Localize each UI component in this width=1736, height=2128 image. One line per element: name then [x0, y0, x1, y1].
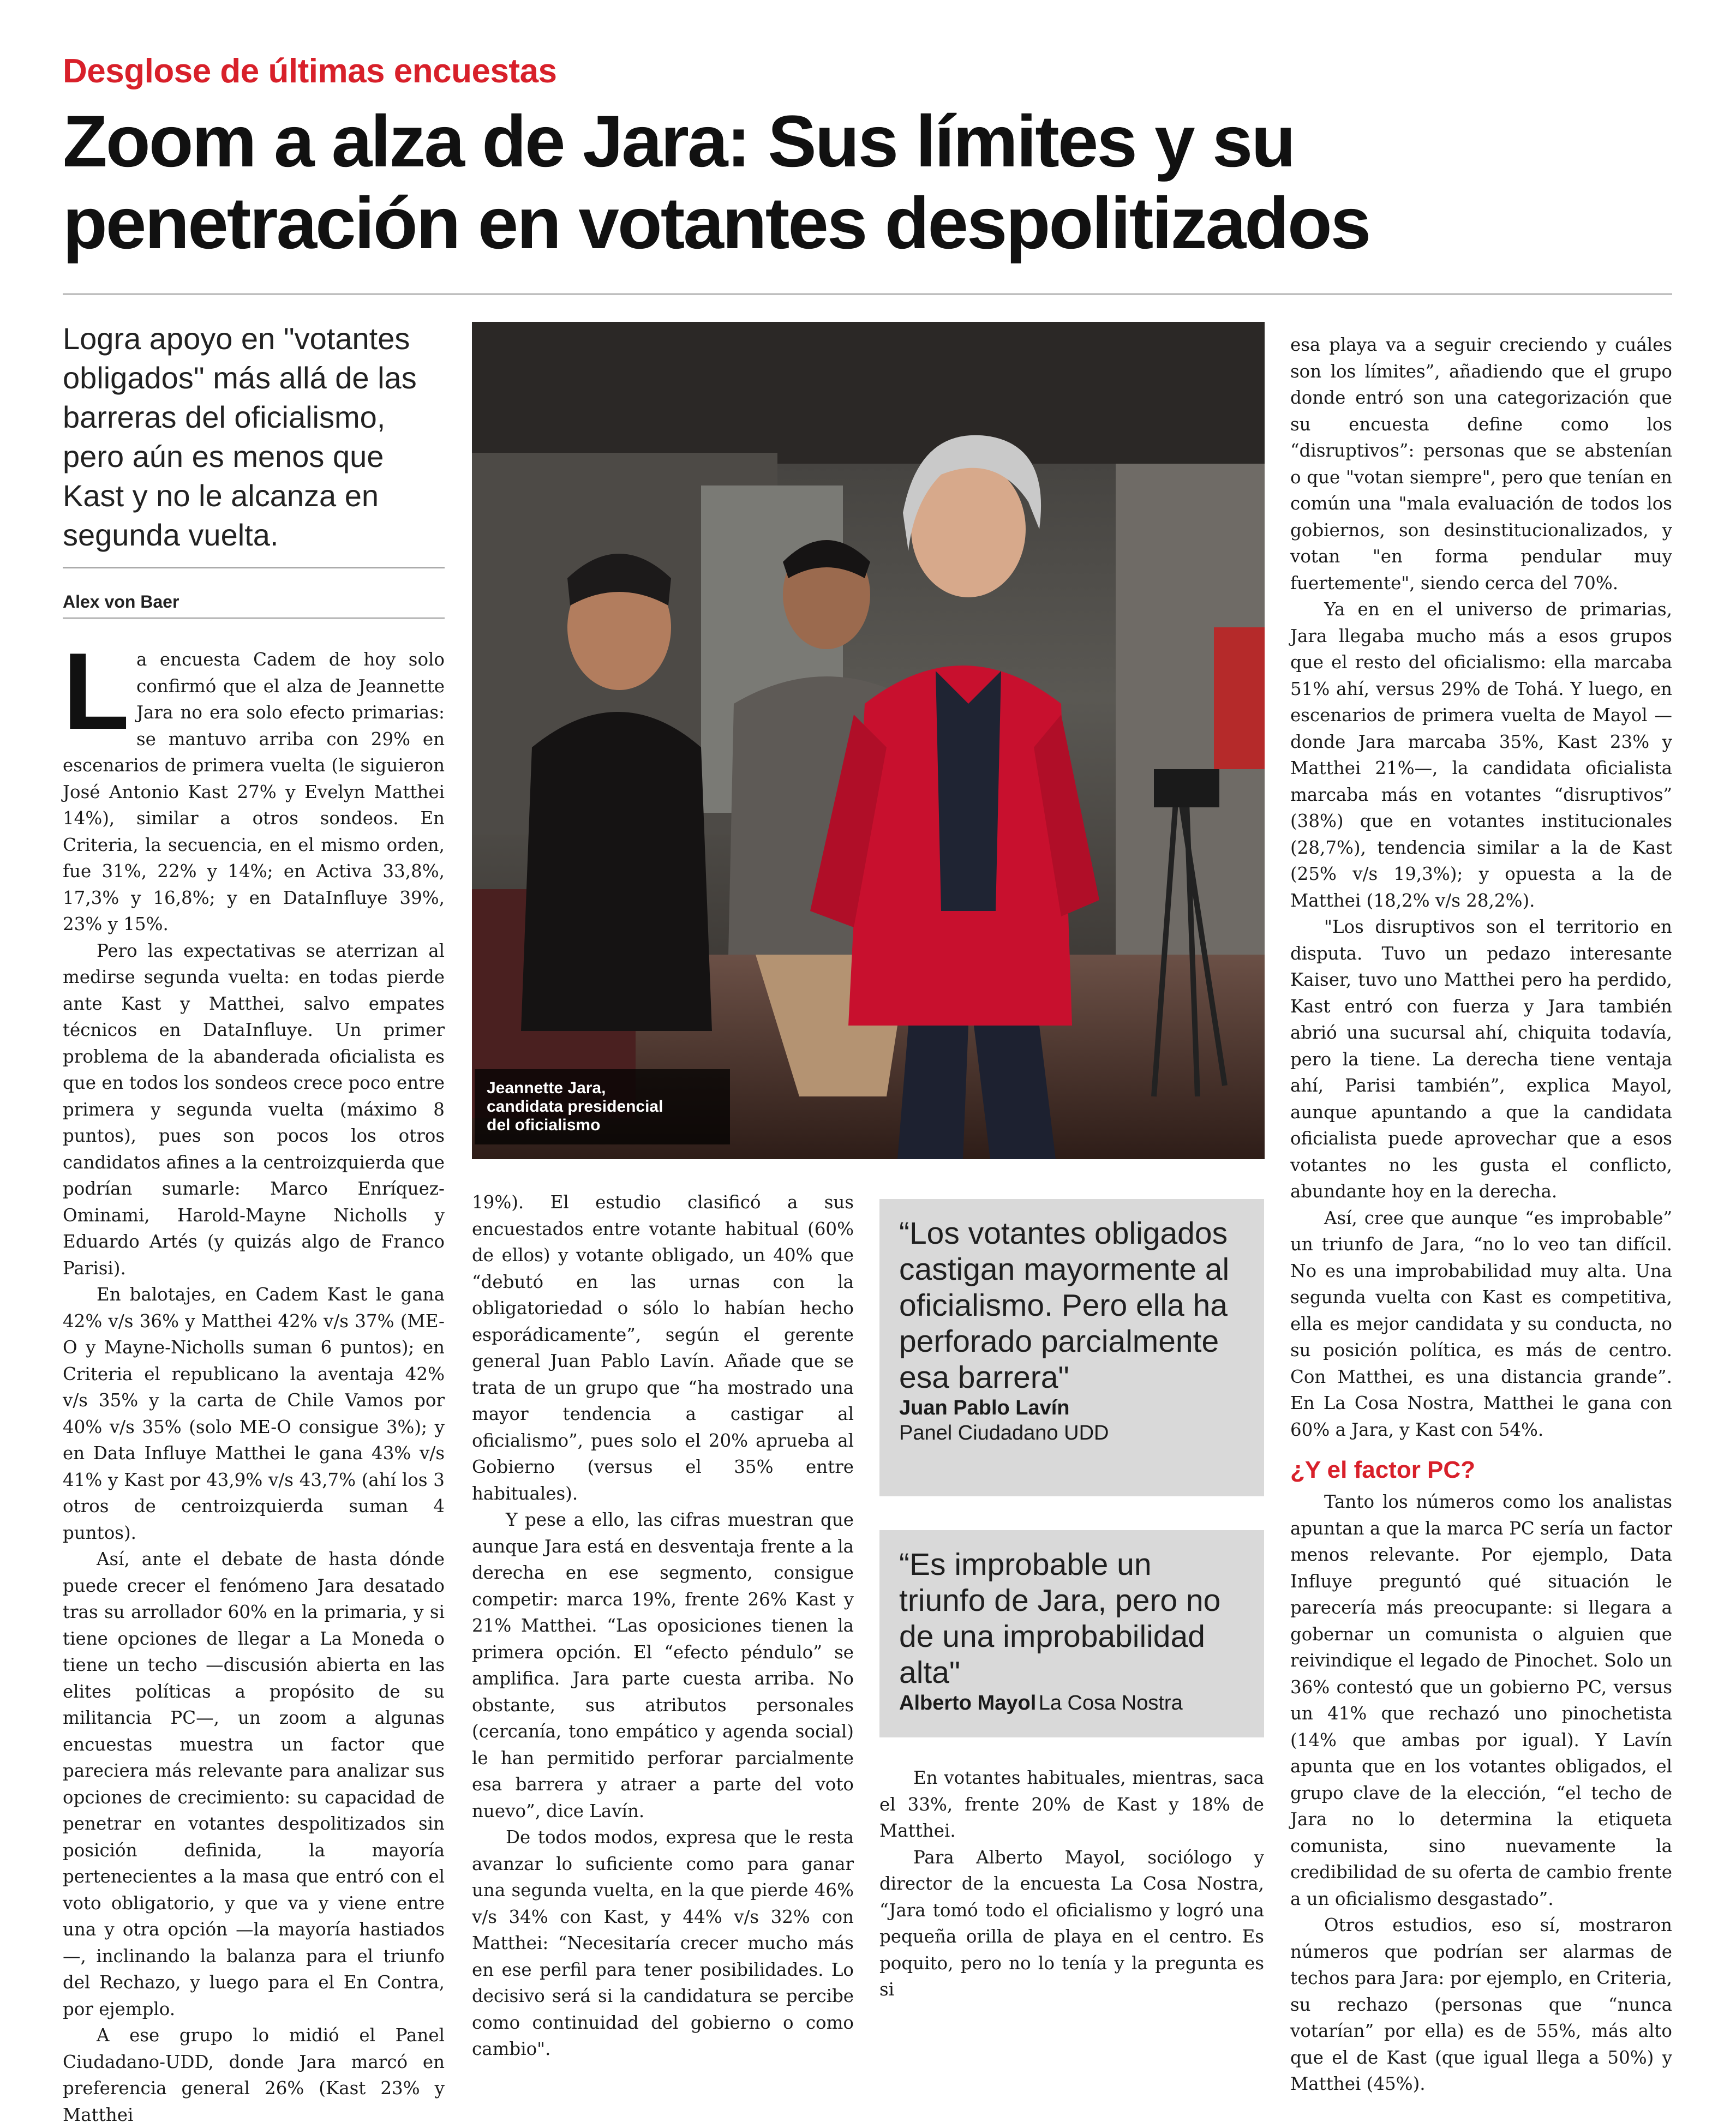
- quote-author-role: La Cosa Nostra: [1038, 1692, 1183, 1715]
- body-paragraph: Ya en en el universo de primarias, Jara llegaba mucho más a esos grupos que el resto del oficialismo: ella marcaba 51% ahí, versus 29% de Tohá. Y luego, en escenarios de primera vuelta de Mayol —donde Jara marcaba 35%, Kast 23% y Matthei 21%—, la candidata oficialista marcaba más en votantes “disruptivos” (38%) que en votantes institucionales (28,7%), tendencia similar a la de Kast (25% v/s 19,3%); y opuesta a la de Matthei (18,2% v/s 28,2%).: [1290, 599, 1672, 911]
- body-paragraph: La encuesta Cadem de hoy solo confirmó que el alza de Jeannette Jara no era solo efecto primarias: se mantuvo arriba con 29% en escenarios de primera vuelta (le siguieron José Antonio Kast 27% y Evelyn Matthei 14%), similar a otros sondeos. En Criteria, la secuencia, en el mismo orden, fue 31%, 22% y 14%; en Activa 33,8%, 17,3% y 16,8%; y en DataInfluye 39%, 23% y 15%.: [63, 631, 445, 934]
- body-paragraph: En balotajes, en Cadem Kast le gana 42% v/s 36% y Matthei 42% v/s 37% (ME-O y Mayne-Nicholls suman 6 puntos); en Criteria el republicano la aventaja 42% v/s 35% y la carta de Chile Vamos por 40% v/s 35% (solo ME-O consigue 3%); y en Data Influye Matthei le gana 43% v/s 41% y Kast por 43,9% v/s 43,7% (ahí los 3 otros de centroizquierda suman 4 puntos).: [63, 1284, 445, 1543]
- body-paragraph: Tanto los números como los analistas apuntan a que la marca PC sería un factor menos relevante. Por ejemplo, Data Influye preguntó qué situación le parecería más preocupante: si llegara a gobernar un comunista o alguien que reivindique el legado de Pinochet. Solo un 36% contestó que un gobierno PC, versus un 41% que rechazó uno pinochetista (14% que ambas por igual). Y Lavín apunta que en los votantes obligados, el grupo clave de la elección, “el techo de Jara no lo determina la etiqueta comunista, sino nuevamente la credibilidad de su oferta de cambio frente a un oficialismo desgastado”.: [1290, 1491, 1672, 1909]
- body-column-1: [63, 631, 445, 2128]
- quote-author: Juan Pablo Lavín: [899, 1396, 1070, 1419]
- body-paragraph: "Los disruptivos son el territorio en disputa. Tuvo un pedazo interesante Kaiser, tuvo uno Matthei pero ha perdido, Kast entró con fuerza y Jara también abrió una sucursal ahí, chiquita todavía, pero la tiene. La derecha tiene ventaja ahí, Parisi también”, explica Mayol, aunque apuntando a que la candidata oficialista puede aprovechar que a esos votantes no les gusta el conflicto, abundante hoy en la derecha.: [1290, 916, 1672, 1202]
- caption-line: Jeannette Jara,: [487, 1079, 606, 1097]
- quote-author-role: Panel Ciudadano UDD: [899, 1422, 1109, 1444]
- body-paragraph: Así, cree que aunque “es improbable” un triunfo de Jara, “no lo veo tan difícil. No es una improbabilidad muy alta. Una segunda vuelta con Kast es competitiva, ella es mejor candidata y su conducta, no su posición política, es más de centro. Con Matthei, es una distancia grande”. En La Cosa Nostra, Matthei le gana con 60% a Jara, y Kast con 54%.: [1290, 1207, 1672, 1440]
- body-paragraph: Otros estudios, eso sí, mostraron números que podrían ser alarmas de techos para Jara: por ejemplo, en Criteria, su rechazo (personas que “nunca votarían” por ella) es de 55%, más alto que el de Kast (que igual llega a 50%) y Matthei (45%).: [1290, 1915, 1672, 2094]
- body-paragraph: En votantes habituales, mientras, saca el 33%, frente 20% de Kast y 18% de Matthei.: [879, 1767, 1264, 1841]
- subheading: ¿Y el factor PC?: [1290, 1456, 1476, 1483]
- body-column-3: [879, 1765, 1264, 2003]
- body-column-4: [1290, 332, 1672, 2097]
- divider-deck: [63, 567, 445, 568]
- dropcap: L: [63, 631, 130, 752]
- divider-byline: [63, 618, 445, 619]
- photo-illustration: [472, 322, 1265, 1159]
- body-column-2: [472, 1189, 854, 2063]
- quote-text: “Los votantes obligados castigan mayormente al oficialismo. Pero ella ha perforado parcialmente esa barrera": [899, 1216, 1230, 1395]
- divider-top: [63, 293, 1672, 295]
- pull-quote-mayol: [879, 1530, 1264, 1737]
- body-paragraph: Pero las expectativas se aterrizan al medirse segunda vuelta: en todas pierde ante Kast y Matthei, salvo empates técnicos en DataInfluye. Un primer problema de la abanderada oficialista es que en todos los sondeos crece poco entre primera y segunda vuelta (máximo 8 puntos), pues son pocos los otros candidatos afines a la centroizquierda que podrían sumarle: Marco Enríquez-Ominami, Harold-Mayne Nicholls y Eduardo Artés (y quizás algo de Franco Parisi).: [63, 940, 445, 1279]
- body-paragraph: 19%). El estudio clasificó a sus encuestados entre votante habitual (60% de ellos) y votante obligado, un 40% que “debutó en las urnas con la obligatoriedad o sólo lo habían hecho esporádicamente”, según el gerente general Juan Pablo Lavín. Añade que se trata de un grupo que “ha mostrado una mayor tendencia a castigar al oficialismo”, pues solo el 20% aprueba al Gobierno (versus el 35% entre habituales).: [472, 1192, 854, 1504]
- body-paragraph: De todos modos, expresa que le resta avanzar lo suficiente como para ganar una segunda vuelta, en la que pierde 46% v/s 34% con Kast, y 44% v/s 32% con Matthei: “Necesitaría crecer mucho más en ese perfil para tener posibilidades. Lo decisivo será si la candidatura se percibe como continuidad del gobierno o como cambio".: [472, 1827, 854, 2059]
- caption-line: del oficialismo: [487, 1116, 601, 1134]
- photo-caption: [475, 1069, 730, 1144]
- pull-quote-lavin: [879, 1199, 1264, 1496]
- kicker: Desglose de últimas encuestas: [63, 52, 557, 90]
- body-paragraph: Para Alberto Mayol, sociólogo y director de la encuesta La Cosa Nostra, “Jara tomó todo el oficialismo y logró una pequeña orilla de playa en el centro. Es poquito, pero no lo tenía y la pregunta es si: [879, 1847, 1264, 2000]
- headline: Zoom a alza de Jara: Sus límites y su penetración en votantes despolitizados: [63, 101, 1370, 264]
- photo-jeannette-jara: [472, 322, 1265, 1159]
- body-paragraph: A ese grupo lo midió el Panel Ciudadano-UDD, donde Jara marcó en preferencia general 26% (Kast 23% y Matthei: [63, 2025, 445, 2125]
- body-paragraph: Así, ante el debate de hasta dónde puede crecer el fenómeno Jara desatado tras su arrollador 60% en la primaria, y si tiene opciones de llegar a La Moneda o tiene un techo —discusión abierta en las elites políticas a propósito de su militancia PC—, un zoom a algunas encuestas muestra un factor que pareciera más relevante para analizar sus opciones de crecimiento: su capacidad de penetrar en votantes despolitizados sin posición definida, la mayoría pertenecientes a la masa que entró con el voto obligatorio, y que va y viene entre una y otra opción —la mayoría hastiados—, inclinando la balanza para el triunfo del Rechazo, y luego para el En Contra, por ejemplo.: [63, 1549, 445, 2019]
- deck: Logra apoyo en "votantes obligados" más allá de las barreras del oficialismo, pero aún es menos que Kast y no le alcanza en segunda vuelta.: [63, 321, 417, 552]
- byline: Alex von Baer: [63, 592, 179, 612]
- body-paragraph: Y pese a ello, las cifras muestran que aunque Jara está en desventaja frente a la derecha en ese segmento, consigue competir: marca 19%, frente 26% Kast y 21% Matthei. “Las oposiciones tienen la primera opción. El “efecto péndulo” se amplifica. Jara parte cuesta arriba. No obstante, sus atributos personales (cercanía, tono empático y agenda social) le han permitido perforar parcialmente esa barrera y atraer a parte del voto nuevo”, dice Lavín.: [472, 1509, 854, 1821]
- body-paragraph: esa playa va a seguir creciendo y cuáles son los límites”, añadiendo que el grupo donde entró son una categorización que su encuesta define como los “disruptivos”: personas que se abstenían o que "votan siempre", pero que tenían en común una "mala evaluación de todos los gobiernos, son desinstitucionalizados, y votan "en forma pendular muy fuertemente", siendo cerca del 70%.: [1290, 334, 1672, 594]
- quote-author: Alberto Mayol: [899, 1692, 1037, 1715]
- quote-text: “Es improbable un triunfo de Jara, pero no de una improbabilidad alta": [899, 1547, 1221, 1690]
- caption-line: candidata presidencial: [487, 1098, 663, 1116]
